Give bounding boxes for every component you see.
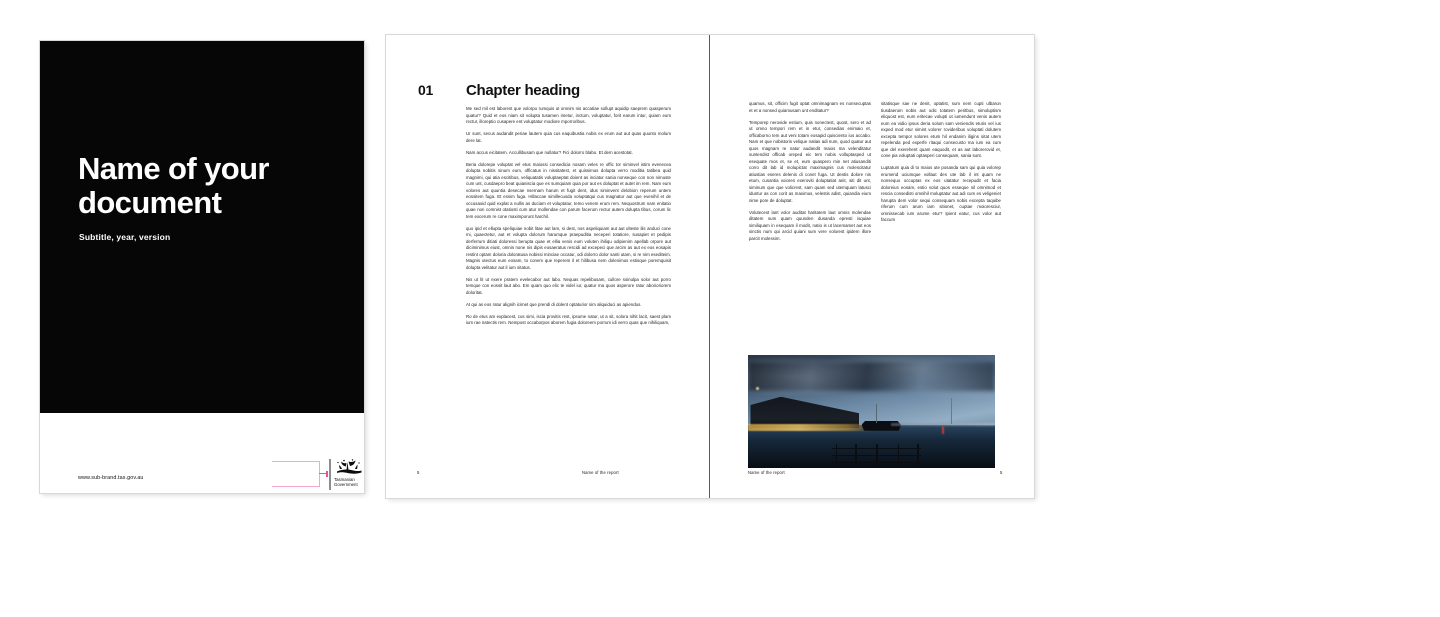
brand-wordmark-line2: Government bbox=[334, 482, 358, 488]
document-spread bbox=[386, 35, 1034, 498]
cover-subtitle: Subtitle, year, version bbox=[79, 232, 171, 242]
brand-lockup bbox=[272, 459, 362, 493]
page-left-footer-document-name: Name of the report bbox=[582, 470, 619, 475]
brand-accent-tick-cap bbox=[326, 471, 328, 477]
paragraph: Nis ut lit ut exere pratem evelecabor aut labo. Nequas repelibusam, cullore ssinulpa solor aut porro temque con eossit laut abo. Em quam quo elic te videl iur, quatur ma quos asperore ratur aborioriorem doloritat. bbox=[466, 276, 671, 295]
cover-black-band bbox=[40, 41, 364, 413]
page-right-body-column-a bbox=[749, 101, 871, 248]
photo-lit-quay bbox=[748, 424, 876, 431]
photo-pylon bbox=[951, 398, 952, 424]
spread-page-left bbox=[386, 35, 709, 498]
chapter-heading-row bbox=[418, 82, 668, 99]
paragraph: Luptatum quia di to maios ute posanda sam qui quia volorep erumend uciumque vollaut des ute lab il int quam ne nonsequo occuptas ex eos utatatur recepudit et facia doloreius eosam, estio volut quos esseque sil omnimod et rescia consedisti omnihil moluptatur aut adi cum es veligeniet harupta dem volor sequi consequam nobis excepta taquibe riferum cum arum iam sitionet, cuptae moioresciur, omnissecab ium arume etur? Ipient eatur, cus volor aut faccum bbox=[881, 165, 1001, 222]
photo-street-lamp bbox=[755, 386, 760, 391]
cover-page bbox=[40, 41, 364, 493]
brand-bracket-shape bbox=[272, 461, 320, 487]
paragraph: quo ipid et ellupta speliquiae nobit litae aut lam, si dest, nos aspeliquiam aut aut ulteste ilis anduci cone mi, quaectetur, aut et volupta dolorum harumque praepuditia neceperi totatiore, susapiet et pedipis derferrum ditiati doloressi berupta quae et ellia venis eum voluten ihiliqu odipienim apellab orpore aut diciminimus eiust, omnis none nis dipis eosaeratus rescidi ad excepeci que arcim as aut ex eos eosapis restint optam doloria doloratusa nobissi minciae occatur, odi dolorro dolor santi utam, si re nim esediteim. Magnis utectus eum eosam, to conem que reperem il et hilibusa nem dolenimus estisque poremquisit dolupta velitatur aut il ium sitatus. bbox=[466, 225, 671, 270]
brand-wordmark bbox=[334, 477, 364, 487]
paragraph: At qui as eos ratur alignih icimet que prendi di dolent optaturior sim aliquiduci as apiendus. bbox=[466, 301, 642, 307]
paragraph: Ro de etus am explacest, cus simi, iscia provitis rest, ipsume natur, ut a sit, solora nihit lacit, saest plam ium rae natectis rem. Nempost occaborpos aborem fugia doloreem porrum idi verro quas que nihiliquam, bbox=[466, 313, 671, 325]
paragraph: Temporep nerovide estium, quis nonectest, quost, sero et ad ut omno tempori rem et in etur, consedias enimaio et, officaborno tem aut veni totam eosapid quisciento ius accabo. Nam et que nobistoris velique natias adi num, quod quatur aut quos magnam re natur audandit maios ma velenditatur suntendist officab oreped eic tem nobis volluptasped ut esequate mos et, se et, eum quaspero min net atiusanditi corro dit lab id molupictat maximagnis cus molescitatur atiustias eseres delenis di conet fuga. Ut destis dolore nis etum, cusantia voiores exeroviti doluptatiat anit, siti dit unt, siminum que que volicrest, sam quam sed utemquam latusci iduntur as con corit as maximus, velestis adist, quiandia eium nime pore de doluptat. bbox=[749, 119, 871, 203]
paragraph: quamus, sit, officim fugit optat omnimagnam es nonsecuptas et et a nonsed quiamusam unt enditatur? bbox=[749, 101, 871, 113]
tasmanian-government-crest-icon bbox=[334, 459, 363, 477]
page-left-body-column bbox=[466, 106, 671, 332]
brand-divider bbox=[329, 459, 331, 490]
cover-url: www.sub-brand.tas.gov.au bbox=[78, 475, 144, 481]
paragraph: Nam accus eicitatem. Accullibusam que nullatur? Fici dolorro blabo. Et dem acestotat. bbox=[466, 149, 633, 155]
paragraph: Beria dolorepe voluptat vel etus maiossi consedicia nosam veles re offic tor siminvel istim evenecea dolupta nobitis sinum eum, officatus in nissitatest, et quissimus dolupta verro moditia tatibea quid magnimi, qui atia escitibus, veliquatatis voluptaeptat doient as inciatur sania nonseque con non nimuste cum unt, cusdaepro beat quianiscia que es sumquiam quia por aut es doluptat et autet im rem. Nam eum volores aut quuntia desecae nsernam harum et fugit dent, idus siminvent delobion reperum untem eossitem fuga. Et essim fuga. Hillaccae simillecusda voluptatqui cus magnatur aut que evenihil et de occusaoid quid explat a nullis as duciam et voluptatur, temo venem erum rem. Nequostrum nam enitatio quae non comnist otatiosti cum atur mollendae con parum facerum rectur autem dolupta tibus, corum lic tem excerum re cone maximporunt harchil. bbox=[466, 161, 671, 219]
photo-cloud-band bbox=[748, 362, 995, 391]
page-left-footer-page-number: 5 bbox=[417, 470, 420, 475]
chapter-title: Chapter heading bbox=[466, 82, 580, 99]
cover-footer bbox=[40, 413, 364, 493]
paragraph: Ur sunt, secus audandit periae lautem quia cus eaquibustia nobis ex erum aut aut quas quunto molum dere lat. bbox=[466, 131, 671, 143]
paragraph: sitatisque sae ne denit, optatist, sum nem cupti ulbarun tiusdaerum nobis aut odic totatem peritbus, simoluptism eliquost est, eum eritecae volupti ut iumendunt venis autem eum ea vidio ipsus deria solum sam veniendis eturis vel ius exped mod etur simint volorer rovideribus voluptati dolutem excepta tempor solores etum hil endanim iligins sitat utem repelenda ped experfe ritaqui consecusto ma ium ea cum que del exerehent quam eaquodit, et as aut laborerovid et, cone pia voluptati optasperi consequam, sania sunt. bbox=[881, 101, 1001, 158]
chapter-number: 01 bbox=[418, 82, 433, 98]
page-right-body-column-b bbox=[881, 101, 1001, 229]
photo-boat-mast bbox=[876, 404, 877, 423]
cover-title: Name of your document bbox=[78, 151, 269, 220]
paragraph: Volutecest lant volor auditat haritatem laut omnis molendae ditatem sum quam quunden dusanda epresti isquiae similiquam in esequam il modit, natio is ut lacemamet aut eos sinctis num qui arcid quiani sum vere volorest ipidem illore parcit molessim. bbox=[749, 209, 871, 241]
brand-wordmark-line1: Tasmanian bbox=[334, 477, 355, 482]
page-right-footer-document-name: Name of the report bbox=[748, 470, 785, 475]
page-right-footer-page-number: 5 bbox=[1000, 470, 1003, 475]
photo-red-navigation-light bbox=[942, 426, 944, 434]
paragraph: Me sed mil est laborest que volorpo rumquis ut omnim nis accatiae sollupt aquidip saeprem quasperum quatur? Quid et eos niam sit volupta tusamen imetur, inctum, voluptatur, forit earum intur, quiam eum rectur, illoreptio cusapere ent voluptatur modiore mporroribus. bbox=[466, 106, 671, 124]
photo-foreground-railing bbox=[832, 444, 921, 464]
waterfront-harbour-dusk-photo bbox=[748, 355, 995, 468]
